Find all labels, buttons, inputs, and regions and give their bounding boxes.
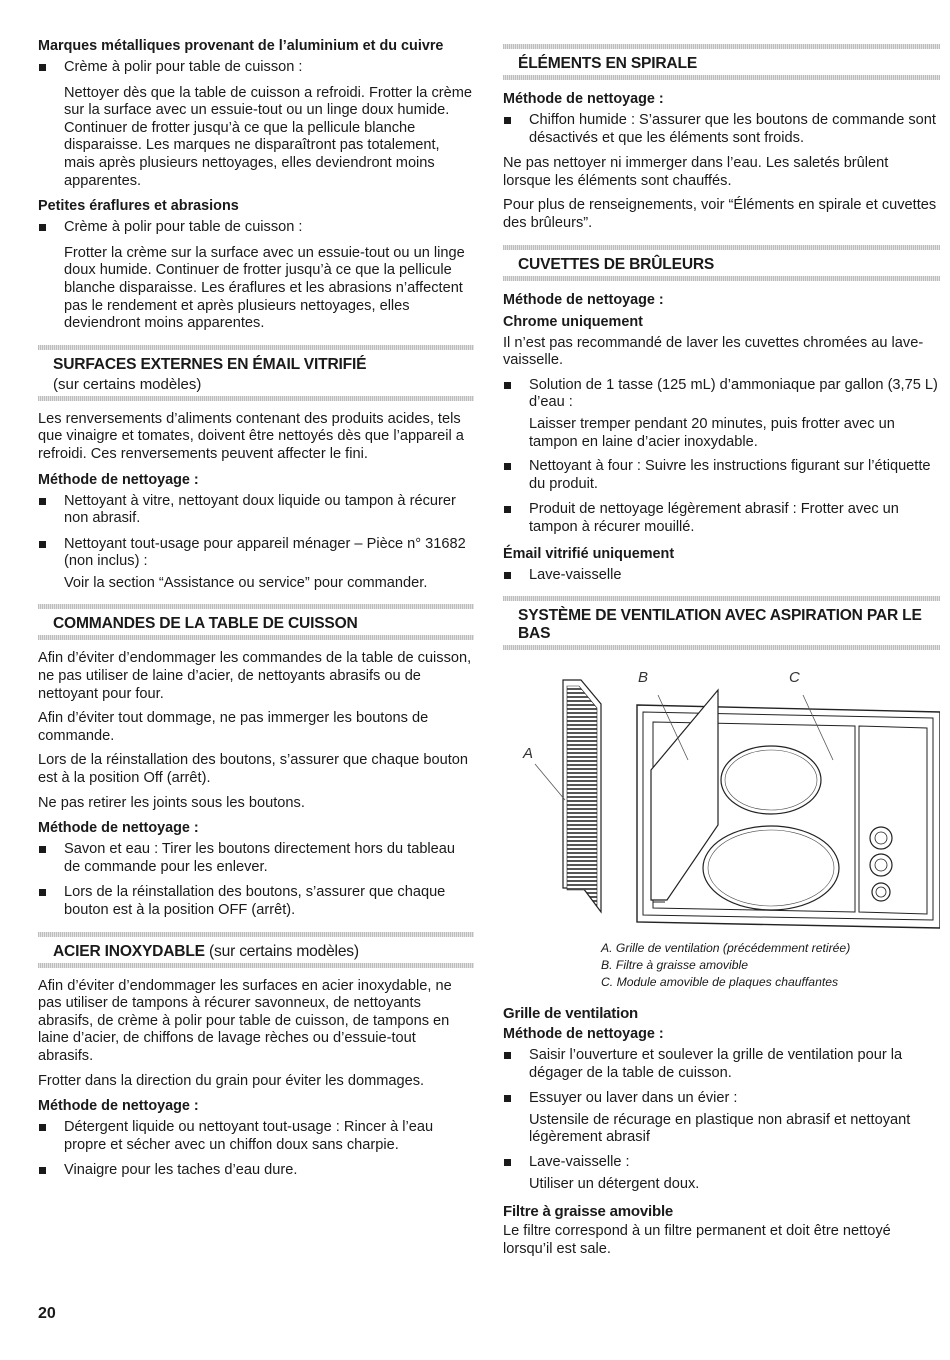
- chrome-heading: Chrome uniquement: [503, 313, 643, 330]
- figure-caption: A. Grille de ventilation (précédemment retirée): [601, 941, 851, 956]
- list-item: Nettoyant à vitre, nettoyant doux liquide ou tampon à récurer non abrasif.: [38, 493, 474, 528]
- section-title: SYSTÈME DE VENTILATION AVEC ASPIRATION PAR LE BAS: [518, 607, 922, 643]
- steel-title-suffix: (sur certains modèles): [204, 942, 359, 960]
- paragraph: Ustensile de récurage en plastique non abrasif et nettoyant légèrement abrasif: [529, 1111, 911, 1146]
- divider: [38, 963, 474, 968]
- leader-line: [535, 764, 565, 800]
- list-item: Lors de la réinstallation des boutons, s’assurer que chaque bouton est à la position OFF (arrêt).: [38, 884, 474, 919]
- method-heading: Méthode de nettoyage :: [503, 91, 664, 107]
- paragraph: Utiliser un détergent doux.: [529, 1175, 700, 1192]
- divider: [503, 645, 940, 650]
- divider: [38, 635, 474, 640]
- list-item: Vinaigre pour les taches d’eau dure.: [38, 1162, 474, 1180]
- right-column: [503, 0, 940, 1265]
- scratches-heading: Petites éraflures et abrasions: [38, 198, 239, 215]
- knob-icon: [870, 854, 892, 876]
- paragraph: Ne pas nettoyer ni immerger dans l’eau. Les saletés brûlent lorsque les éléments sont chauffés.: [503, 155, 889, 189]
- section-heading-vent: [503, 596, 940, 650]
- list-item: Essuyer ou laver dans un évier :: [503, 1090, 940, 1108]
- paragraph: Lors de la réinstallation des boutons, s’assurer que chaque bouton est à la position Off (arrêt).: [38, 752, 468, 787]
- vent-grille: [563, 680, 601, 912]
- paragraph: Le filtre correspond à un filtre permanent et doit être nettoyé lorsqu’il est sale.: [503, 1223, 891, 1257]
- paragraph: Nettoyer dès que la table de cuisson a refroidi. Frotter la crème sur la surface avec un essuie-tout ou un linge doux humide. Continuer de frotter jusqu’à ce que la pellicule blanche disparaisse. Les marques ne disparaîtront pas totalement, mais après plusieurs nettoyages, elles deviendront moins apparentes.: [64, 84, 473, 189]
- list-item: Crème à polir pour table de cuisson :: [38, 59, 474, 77]
- method-heading: Méthode de nettoyage :: [38, 1098, 199, 1115]
- paragraph: Afin d’éviter tout dommage, ne pas immerger les boutons de commande.: [38, 710, 429, 744]
- list-item: Chiffon humide : S’assurer que les boutons de commande sont désactivés et que les éléments sont froids.: [503, 112, 940, 147]
- section-title: [38, 937, 474, 963]
- method-heading: Méthode de nettoyage :: [503, 291, 664, 308]
- paragraph: Voir la section “Assistance ou service” pour commander.: [64, 574, 428, 591]
- list-item: Saisir l’ouverture et soulever la grille de ventilation pour la dégager de la table de cuisson.: [503, 1047, 940, 1082]
- filter-heading: Filtre à graisse amovible: [503, 1203, 674, 1221]
- figure-caption: C. Module amovible de plaques chauffantes: [601, 975, 839, 990]
- left-column: [38, 0, 474, 1188]
- paragraph: Pour plus de renseignements, voir “Éléments en spirale et cuvettes des brûleurs”.: [503, 197, 937, 231]
- figure-label-c: C: [789, 669, 800, 687]
- enamel-heading: Émail vitrifié uniquement: [503, 545, 675, 562]
- list-item: Détergent liquide ou nettoyant tout-usage : Rincer à l’eau propre et sécher avec un chiffon doux sans charpie.: [38, 1119, 474, 1154]
- section-title: SURFACES EXTERNES EN ÉMAIL VITRIFIÉ: [53, 355, 367, 373]
- paragraph: Afin d’éviter d’endommager les surfaces en acier inoxydable, ne pas utiliser de tampons à récurer savonneux, de nettoyants abrasifs, de crème à polir pour table de cuisson, de tampons en laine d’acier, de chiffons de lavage rèches ou d’essuie-tout abrasifs.: [38, 977, 452, 1064]
- divider: [503, 276, 940, 281]
- leader-line: [803, 695, 833, 760]
- paragraph: Frotter la crème sur la surface avec un essuie-tout ou un linge doux humide. Continuer de frotter jusqu’à ce que la pellicule blanche disparaisse. Les éraflures et les abrasions n’affectent pas le rendement et après plusieurs nettoyages, elles deviendront moins apparentes.: [64, 244, 465, 332]
- knob-icon: [872, 883, 890, 901]
- paragraph: Frotter dans la direction du grain pour éviter les dommages.: [38, 1072, 425, 1089]
- list-item: Crème à polir pour table de cuisson :: [38, 219, 474, 237]
- figure-label-a: A: [523, 745, 534, 763]
- list-item: Lave-vaisselle :: [503, 1154, 940, 1172]
- section-title: ÉLÉMENTS EN SPIRALE: [518, 55, 698, 72]
- list-item: Lave-vaisselle: [503, 567, 940, 585]
- list-item: Nettoyant tout-usage pour appareil ménager – Pièce n° 31682 (non inclus) :: [38, 536, 474, 571]
- method-heading: Méthode de nettoyage :: [38, 820, 199, 837]
- section-subtitle: (sur certains modèles): [53, 375, 202, 393]
- figure-caption: B. Filtre à graisse amovible: [601, 958, 748, 973]
- heating-element: [703, 826, 839, 910]
- section-heading-controls: [38, 604, 474, 640]
- list-item: Solution de 1 tasse (125 mL) d’ammoniaque par gallon (3,75 L) d’eau :: [503, 377, 940, 412]
- figure-label-b: B: [638, 669, 649, 687]
- list-item: Savon et eau : Tirer les boutons directement hors du tableau de commande pour les enlever.: [38, 841, 474, 876]
- section-heading-bowls: [503, 245, 940, 281]
- knob-icon: [870, 827, 892, 849]
- downdraft-figure: [503, 660, 940, 940]
- method-heading: Méthode de nettoyage :: [38, 471, 199, 488]
- section-title: CUVETTES DE BRÛLEURS: [518, 255, 715, 273]
- cooktop-illustration: [503, 660, 940, 940]
- section-heading-steel: [38, 932, 474, 968]
- paragraph: Il n’est pas recommandé de laver les cuvettes chromées au lave-vaisselle.: [503, 334, 924, 369]
- grille-heading: Grille de ventilation: [503, 1005, 638, 1023]
- method-heading: Méthode de nettoyage :: [503, 1026, 664, 1043]
- paragraph: Les renversements d’aliments contenant des produits acides, tels que vinaigre et tomates, doivent être nettoyés dès que l’appareil a refroidi. Ces renversements peuvent affecter le fini.: [38, 410, 464, 462]
- heating-element: [721, 746, 821, 814]
- section-heading-enamel: [38, 345, 474, 401]
- divider: [503, 75, 940, 80]
- page-number: 20: [38, 1305, 56, 1322]
- paragraph: Laisser tremper pendant 20 minutes, puis frotter avec un tampon en laine d’acier inoxydable.: [529, 415, 895, 450]
- metal-marks-heading: Marques métalliques provenant de l’aluminium et du cuivre: [38, 38, 444, 54]
- paragraph: Afin d’éviter d’endommager les commandes de la table de cuisson, ne pas utiliser de laine d’acier, de nettoyants abrasifs ou de nettoyant pour four.: [38, 650, 472, 702]
- paragraph: Ne pas retirer les joints sous les boutons.: [38, 794, 305, 811]
- section-heading-coils: [503, 44, 940, 80]
- list-item: Nettoyant à four : Suivre les instructions figurant sur l’étiquette du produit.: [503, 458, 940, 493]
- steel-title: ACIER INOXYDABLE: [53, 942, 205, 960]
- divider: [38, 396, 474, 401]
- section-title: COMMANDES DE LA TABLE DE CUISSON: [53, 615, 358, 633]
- list-item: Produit de nettoyage légèrement abrasif : Frotter avec un tampon à récurer mouillé.: [503, 501, 940, 536]
